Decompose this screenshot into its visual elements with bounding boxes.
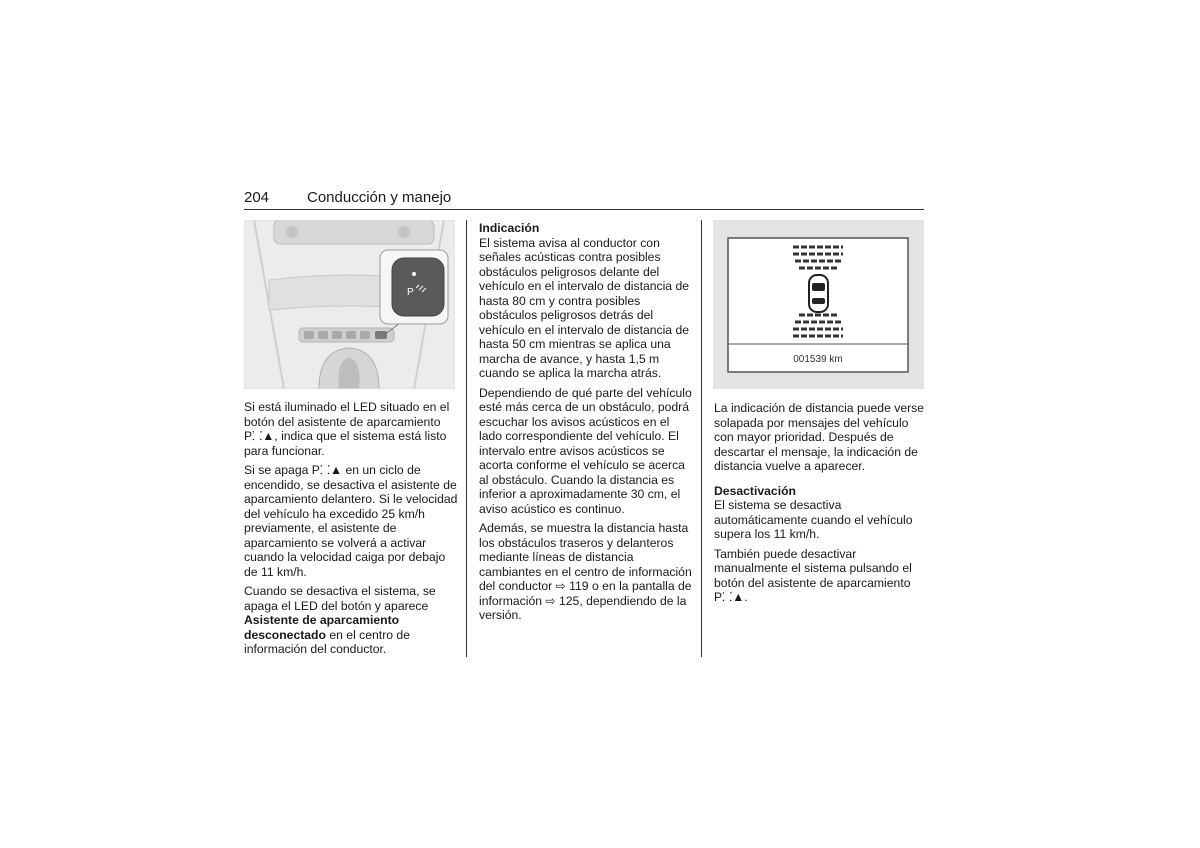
paragraph: El sistema avisa al conductor con señales acústicas contra posibles obstáculos peligrosos delante del vehículo en el intervalo de distancia de hasta 80 cm y contra posibles obstáculos peligrosos detrás del vehículo en el intervalo de distancia de hasta 50 cm mientras se aplica una marcha de avance, y hasta 1,5 m cuando se aplica la marcha atrás. — [479, 235, 690, 380]
page-number: 204 — [244, 189, 270, 206]
paragraph-text: Cuando se desactiva el sistema, se apaga el LED del botón y aparece — [244, 584, 436, 613]
status-message: Asistente de aparcamiento desconectado — [244, 613, 400, 642]
column-divider — [466, 220, 467, 657]
column-1 — [244, 400, 458, 662]
paragraph: Además, se muestra la distancia hasta los obstáculos traseros y delanteros mediante líneas de distancia cambiantes en el centro de información del conductor ⇨ 119 o en la pantalla de información ⇨ 125, dependiendo de la versión. — [479, 521, 692, 622]
paragraph-text: en el centro de información del conductor. — [244, 627, 410, 656]
odometer-readout: 001539 km — [793, 354, 843, 365]
paragraph — [244, 584, 458, 657]
page-header — [244, 189, 924, 210]
section-heading: Desactivación — [714, 483, 796, 498]
park-button-label: P — [407, 287, 414, 298]
paragraph: El sistema se desactiva automáticamente cuando el vehículo supera los 11 km/h. — [714, 498, 913, 541]
chapter-title: Conducción y manejo — [307, 189, 452, 206]
column-2 — [479, 221, 692, 628]
column-3 — [714, 401, 926, 610]
paragraph: También puede desactivar manualmente el sistema pulsando el botón del asistente de aparcamiento P⸬▲. — [714, 546, 912, 604]
section-heading: Indicación — [479, 221, 540, 235]
paragraph: Si se apaga P⸬▲ en un ciclo de encendido, se desactiva el asistente de aparcamiento delantero. Si le velocidad del vehículo ha excedido 25 km/h previamente, el asistente de aparcamiento se volverá a activar cuando la velocidad caiga por debajo de 11 km/h. — [244, 463, 458, 579]
paragraph: Dependiendo de qué parte del vehículo esté más cerca de un obstáculo, podrá escuchar los avisos acústicos en el lado correspondiente del vehículo. El intervalo entre avisos acústicos se acorta conforme el vehículo se acerca al obstáculo. Cuando la distancia es inferior a aproximadamente 30 cm, el aviso acústico es continuo. — [479, 385, 692, 516]
paragraph: Si está iluminado el LED situado en el botón del asistente de aparcamiento P⸬▲, indica que el sistema está listo para funcionar. — [244, 400, 450, 458]
distance-display-figure — [713, 220, 924, 389]
console-illustration — [244, 220, 455, 389]
distance-display-illustration — [713, 220, 924, 389]
column-divider — [701, 220, 702, 657]
paragraph: La indicación de distancia puede verse solapada por mensajes del vehículo con mayor prioridad. Después de descartar el mensaje, la indicación de distancia vuelve a aparecer. — [714, 401, 925, 473]
console-photo — [244, 220, 455, 389]
